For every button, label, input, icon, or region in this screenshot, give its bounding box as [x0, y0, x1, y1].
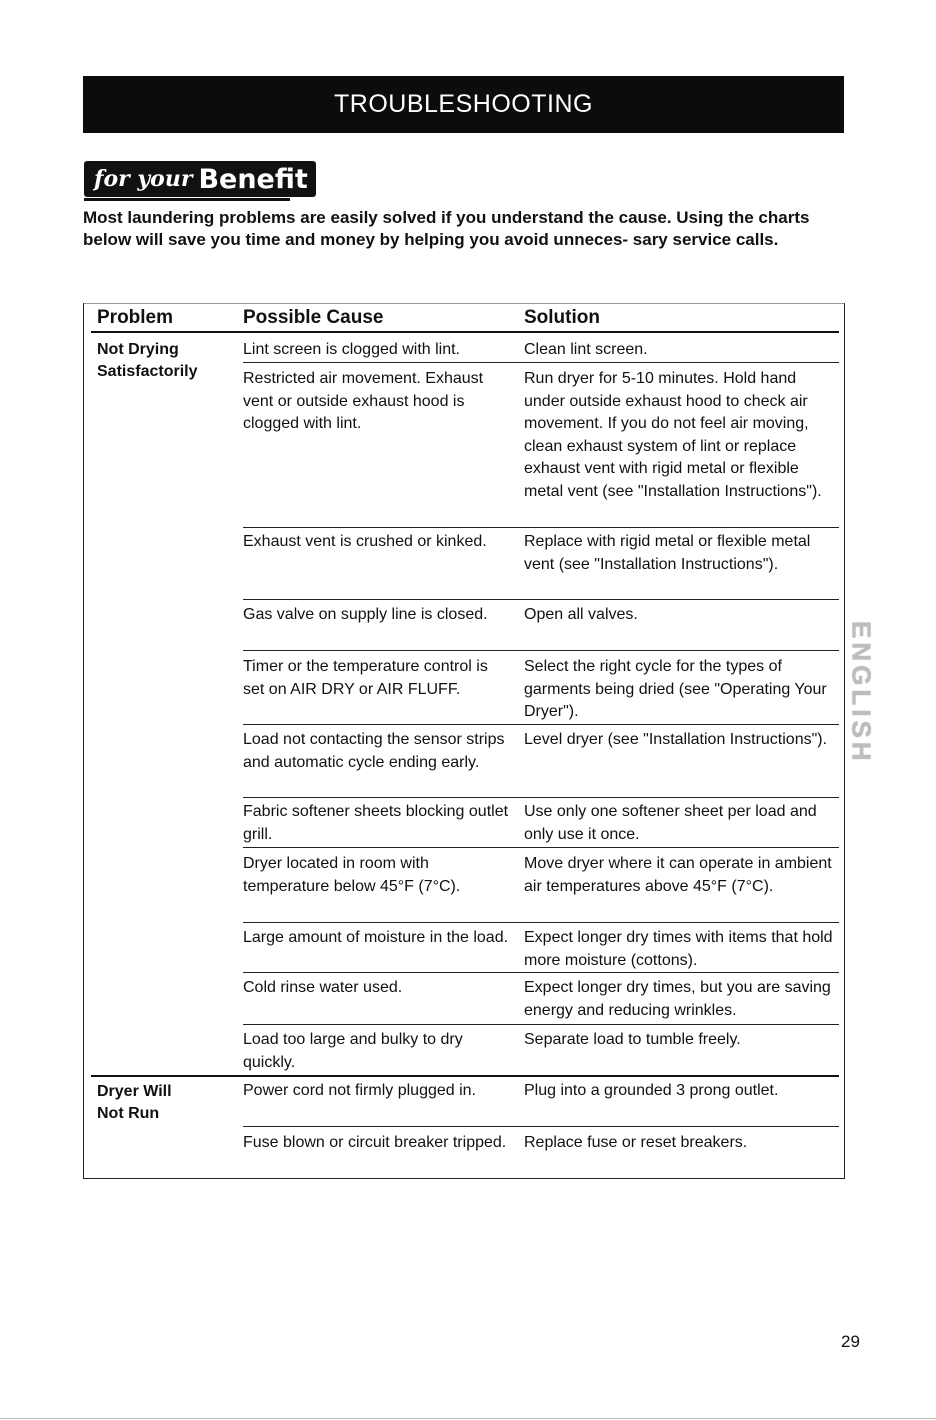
row-divider — [243, 362, 839, 363]
column-header-cause: Possible Cause — [243, 307, 384, 328]
row-divider — [243, 650, 839, 651]
cause-cell: Large amount of moisture in the load. — [243, 929, 509, 946]
solution-cell: Run dryer for 5-10 minutes. Hold hand under outside exhaust hood to check air movement. If you do not feel air moving, clean exhaust system of lint or replace exhaust vent with rigid metal or flexible metal vent (see "Installation Instructions"). — [524, 370, 822, 500]
badge-underline — [84, 198, 290, 201]
solution-cell: Expect longer dry times, but you are saving energy and reducing wrinkles. — [524, 979, 831, 1019]
row-divider — [243, 599, 839, 600]
cause-cell: Load not contacting the sensor strips and automatic cycle ending early. — [243, 731, 505, 771]
row-divider — [243, 972, 839, 973]
intro-paragraph: Most laundering problems are easily solved if you understand the cause. Using the charts below will save you time and money by helping you avoid unneces- sary service calls. — [83, 208, 810, 249]
row-divider — [243, 1024, 839, 1025]
cause-cell: Exhaust vent is crushed or kinked. — [243, 533, 487, 550]
row-divider — [243, 527, 839, 528]
cause-cell: Lint screen is clogged with lint. — [243, 341, 460, 358]
problem-not-drying: Not Drying Satisfactorily — [97, 341, 198, 380]
row-divider — [243, 847, 839, 848]
page-number: 29 — [841, 1332, 860, 1351]
page-title: TROUBLESHOOTING — [334, 90, 593, 118]
problem-dryer-will-not-run: Dryer Will Not Run — [97, 1083, 172, 1122]
badge-for-your: for your — [94, 166, 193, 192]
cause-cell: Restricted air movement. Exhaust vent or outside exhaust hood is clogged with lint. — [243, 370, 484, 432]
language-label: ENGLISH — [846, 621, 877, 765]
page-bottom-edge — [0, 1418, 936, 1419]
cause-cell: Fuse blown or circuit breaker tripped. — [243, 1134, 507, 1151]
page-header — [83, 76, 844, 133]
solution-cell: Replace fuse or reset breakers. — [524, 1134, 748, 1151]
solution-cell: Open all valves. — [524, 606, 638, 623]
solution-cell: Move dryer where it can operate in ambient air temperatures above 45°F (7°C). — [524, 855, 832, 895]
row-divider — [243, 1126, 839, 1127]
solution-cell: Expect longer dry times with items that hold more moisture (cottons). — [524, 929, 833, 969]
cause-cell: Power cord not firmly plugged in. — [243, 1082, 476, 1099]
solution-cell: Clean lint screen. — [524, 341, 648, 358]
cause-cell: Load too large and bulky to dry quickly. — [243, 1031, 463, 1071]
for-your-benefit-badge — [84, 161, 316, 197]
section-divider — [91, 1075, 839, 1077]
solution-cell: Use only one softener sheet per load and only use it once. — [524, 803, 817, 843]
column-header-problem: Problem — [97, 307, 174, 328]
solution-cell: Select the right cycle for the types of garments being dried (see "Operating Your Dryer"). — [524, 658, 827, 720]
cause-cell: Cold rinse water used. — [243, 979, 403, 996]
cause-cell: Timer or the temperature control is set on AIR DRY or AIR FLUFF. — [243, 658, 488, 698]
language-side-tab — [846, 598, 876, 788]
column-header-solution: Solution — [524, 307, 600, 328]
cause-cell: Fabric softener sheets blocking outlet grill. — [243, 803, 509, 843]
solution-cell: Separate load to tumble freely. — [524, 1031, 741, 1048]
solution-cell: Level dryer (see "Installation Instructions"). — [524, 731, 828, 748]
solution-cell: Plug into a grounded 3 prong outlet. — [524, 1082, 779, 1099]
cause-cell: Dryer located in room with temperature below 45°F (7°C). — [243, 855, 461, 895]
row-divider — [243, 922, 839, 923]
row-divider — [243, 724, 839, 725]
header-rule — [91, 331, 839, 333]
solution-cell: Replace with rigid metal or flexible metal vent (see "Installation Instructions"). — [524, 533, 811, 573]
badge-benefit: Benefit — [198, 163, 308, 195]
cause-cell: Gas valve on supply line is closed. — [243, 606, 488, 623]
row-divider — [243, 797, 839, 798]
